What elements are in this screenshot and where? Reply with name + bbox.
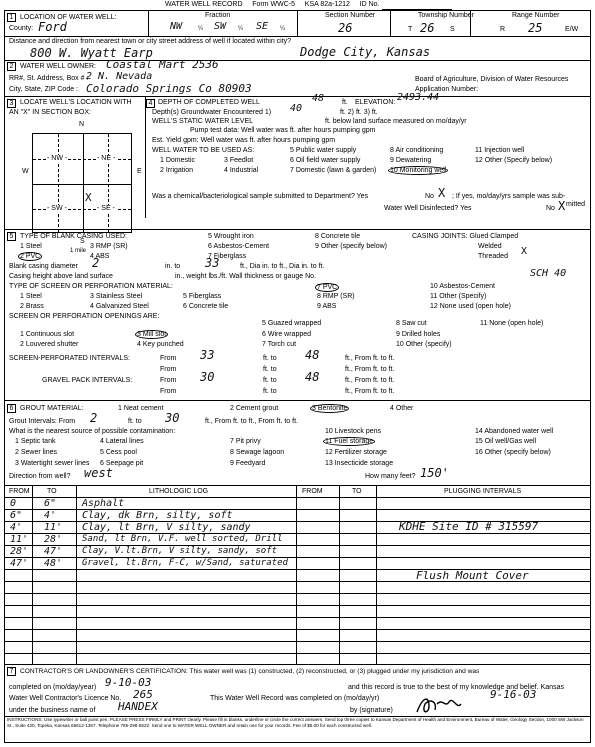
contam-11-selected[interactable]: 11 Fuel storage: [325, 438, 374, 445]
application-label: Application Number:: [415, 86, 479, 93]
rule: [4, 400, 591, 401]
section-1-number: 1: [7, 13, 16, 22]
gravel-ft-to: ft. to: [263, 377, 277, 384]
rule: [4, 36, 591, 37]
grout-4[interactable]: 4 Other: [390, 405, 414, 412]
sw-quadrant-label: - SW -: [47, 205, 67, 212]
chem-no-mark: X: [438, 186, 446, 200]
welded-label[interactable]: Welded: [478, 243, 502, 250]
divider: [148, 10, 149, 36]
ksa-reference: KSA 82a-1212: [304, 1, 350, 8]
log-row-1-desc[interactable]: Asphalt: [82, 498, 125, 509]
signature-label: by (signature): [350, 707, 393, 714]
screen-11[interactable]: 11 Other (Specify): [430, 293, 487, 300]
range-ew: E/W: [565, 26, 579, 33]
quarter-2: ¼: [238, 26, 244, 32]
diameter-value[interactable]: 2: [92, 256, 100, 270]
opening-6[interactable]: 6 Wire wrapped: [262, 331, 312, 338]
street-label: RR#, St. Address, Box # :: [9, 75, 89, 82]
use-2[interactable]: 2 Irrigation: [160, 167, 194, 174]
city-value[interactable]: Dodge City, Kansas: [300, 45, 431, 59]
section-label: Section Number: [325, 12, 376, 19]
range-label: Range Number: [512, 12, 560, 19]
divider: [390, 10, 391, 36]
contractor-signature: [415, 694, 465, 716]
use-1[interactable]: 1 Domestic: [160, 157, 196, 164]
elevation-value[interactable]: 2493.44: [397, 92, 440, 103]
log-row-1-from[interactable]: 0: [10, 498, 17, 509]
log-from-header: FROM: [9, 488, 30, 495]
contam-7[interactable]: 7 Pit privy: [230, 438, 261, 445]
gravel-rest: ft., From ft. to ft.: [345, 377, 395, 384]
se-quadrant-label: - SE -: [97, 205, 115, 212]
locate-label: LOCATE WELL'S LOCATION WITH: [20, 99, 132, 106]
casing-6[interactable]: 6 Asbestos-Cement: [208, 243, 270, 250]
how-many-feet-label: How many feet?: [365, 473, 416, 480]
column-divider: [76, 486, 77, 664]
depth-ft: ft.: [342, 99, 348, 106]
groundwater-rest: ft. 2) ft. 3) ft.: [340, 109, 378, 116]
plug-to-header: TO: [352, 488, 362, 495]
gravel-ft-to-2: ft. to: [263, 388, 277, 395]
fraction-label: Fraction: [205, 12, 231, 19]
casing-label: TYPE OF BLANK CASING USED:: [20, 233, 127, 240]
screen-rest: ft., From ft. to ft.: [345, 355, 395, 362]
screen-5[interactable]: 5 Fiberglass: [183, 293, 222, 300]
column-divider: [32, 486, 33, 664]
log-row-5-desc[interactable]: Clay, V.lt.Brn, V silty, sandy, soft: [82, 546, 278, 556]
grid-line: [83, 134, 84, 232]
threaded-label[interactable]: Threaded: [478, 253, 508, 260]
north-label: N: [79, 121, 85, 128]
contam-12[interactable]: 12 Fertilizer storage: [325, 449, 387, 456]
south-label: S: [80, 238, 85, 245]
groundwater-label: Depth(s) Groundwater Encountered 1): [152, 109, 272, 116]
openings-label: SCREEN OR PERFORATION OPENINGS ARE:: [9, 313, 160, 320]
flush-mount-note[interactable]: Flush Mount Cover: [416, 569, 529, 582]
plugging-intervals-header: PLUGGING INTERVALS: [444, 488, 522, 495]
gravel-from-label: From: [160, 377, 177, 384]
use-4[interactable]: 4 Industrial: [224, 167, 259, 174]
chem-rest: ; If yes, mo/day/yrs sample was sub-: [452, 193, 566, 200]
casing-height-rest: in., weight lbs./ft. Wall thickness or gauge No.: [175, 273, 316, 280]
log-row-2-from[interactable]: 6": [10, 510, 23, 521]
contam-10[interactable]: 10 Livestock pens: [325, 428, 382, 435]
threaded-mark: X: [521, 246, 528, 257]
completed-label: completed on (mo/day/year): [9, 684, 97, 691]
form-number: Form WWC-5: [252, 1, 296, 8]
use-5[interactable]: 5 Public water supply: [290, 147, 357, 154]
yield-label: Est. Yield gpm: Well water was ft. after hours pumping gpm: [152, 137, 336, 144]
log-row-4-from[interactable]: 11': [10, 534, 29, 545]
opening-1[interactable]: 1 Continuous slot: [20, 331, 75, 338]
form-header: [165, 1, 380, 8]
casing-height-label: Casing height above land surface: [9, 273, 113, 280]
row-rule: [4, 617, 591, 618]
diameter-rest: ft., Dia in. to ft., Dia in. to ft.: [240, 263, 325, 270]
divider: [145, 96, 146, 218]
contamination-label: What is the nearest source of possible contamination:: [9, 428, 176, 435]
screen-ft-to: ft. to: [263, 355, 277, 362]
contam-16[interactable]: 16 Other (specify below): [475, 449, 551, 456]
owner-label: WATER WELL OWNER:: [20, 63, 96, 70]
lithologic-log-header: LITHOLOGIC LOG: [149, 488, 209, 495]
screen-intervals-label: SCREEN-PERFORATED INTERVALS:: [9, 355, 130, 362]
rule: [4, 664, 591, 665]
screen-10[interactable]: 10 Asbestos-Cement: [430, 283, 495, 290]
range-value[interactable]: 25: [528, 21, 543, 35]
screen-from-label: From: [160, 355, 177, 362]
screen-3[interactable]: 3 Stainless Steel: [90, 293, 143, 300]
contam-14[interactable]: 14 Abandoned water well: [475, 428, 554, 435]
disinfected-no[interactable]: No: [546, 205, 555, 212]
grid-line: [33, 184, 131, 185]
board-label: Board of Agriculture, Division of Water Resources: [415, 76, 569, 83]
location-label: LOCATION OF WATER WELL:: [20, 14, 117, 21]
chem-label: Was a chemical/bacteriological sample submitted to Department? Yes: [152, 193, 369, 200]
city-state-value[interactable]: Colorado Springs Co 80903: [86, 82, 252, 95]
casing-8[interactable]: 8 Concrete tile: [315, 233, 361, 240]
row-rule: [4, 605, 591, 606]
distance-label: Distance and direction from nearest town or city street address of well if located within city?: [9, 38, 292, 45]
rule: [4, 96, 591, 97]
log-row-2-desc[interactable]: Clay, dk Brn, silty, soft: [82, 510, 233, 521]
use-9[interactable]: 9 Dewatering: [390, 157, 432, 164]
direction-label: Direction from well?: [9, 473, 71, 480]
opening-4[interactable]: 4 Key punched: [137, 341, 184, 348]
section-location-grid[interactable]: [32, 133, 132, 233]
nw-quadrant-label: - NW -: [47, 155, 68, 162]
static-rest: ft. below land surface measured on mo/day/yr: [325, 118, 467, 125]
screen-7-selected[interactable]: 7 PVC: [317, 284, 338, 291]
casing-2-selected[interactable]: 2 PVC: [20, 253, 41, 260]
gravel-rest-2: ft., From ft. to ft.: [345, 388, 395, 395]
casing-7[interactable]: 7 Fiberglass: [208, 253, 247, 260]
casing-5[interactable]: 5 Wrought iron: [208, 233, 254, 240]
city-state-label: City, State, ZIP Code :: [9, 86, 78, 93]
opening-3-selected[interactable]: 3 Mill slot: [137, 331, 167, 338]
grout-3-selected[interactable]: 3 Bentonite: [312, 405, 348, 412]
county-value[interactable]: Ford: [38, 20, 67, 34]
static-label: WELL'S STATIC WATER LEVEL: [152, 118, 254, 125]
section-5-number: 5: [7, 232, 16, 241]
completed-date[interactable]: 9-10-03: [105, 676, 152, 689]
locate-label-2: AN "X" IN SECTION BOX:: [9, 109, 91, 116]
column-divider: [296, 486, 297, 664]
section-value[interactable]: 26: [338, 21, 353, 35]
id-label: ID No.: [359, 1, 380, 8]
screen-8[interactable]: 8 RMP (SR): [317, 293, 355, 300]
how-many-feet-value[interactable]: 150': [420, 466, 449, 480]
east-label: E: [137, 168, 142, 175]
divider: [297, 10, 298, 36]
kdhe-site-id[interactable]: KDHE Site ID # 315597: [399, 520, 539, 533]
contam-8[interactable]: 8 Sewage lagoon: [230, 449, 285, 456]
row-rule: [4, 641, 591, 642]
groundwater-value[interactable]: 40: [290, 103, 303, 114]
screen-6[interactable]: 6 Concrete tile: [183, 303, 229, 310]
use-3[interactable]: 3 Feedlot: [224, 157, 254, 164]
lithologic-log-table: [4, 486, 591, 664]
log-row-5-to[interactable]: 47': [44, 546, 63, 557]
screen-9[interactable]: 9 ABS: [317, 303, 337, 310]
instructions-text: INSTRUCTIONS: Use typewriter or ball point pen. PLEASE PRESS FIRMLY and PRINT clearly. Please fill in blanks, underline or circle the correct answers. Send top three copies to Kansas Department of Health and Environment, Bureau of Water, Geology Section, 1000 SW Jackson St., Suite 420, Topeka, Kansas 66612-1367. Telephone 785-296-5522. Send one to WATER WELL OWNER and retain one for your records. Fee of $5.00 for each constructed well.: [7, 717, 584, 728]
township-s: S: [450, 26, 455, 33]
use-12[interactable]: 12 Other (Specify below): [475, 157, 553, 164]
mile-label: 1 mile: [70, 248, 87, 254]
log-row-5-from[interactable]: 28': [10, 546, 29, 557]
use-10-selected[interactable]: 10 Monitoring well: [390, 167, 447, 174]
depth-label: DEPTH OF COMPLETED WELL: [158, 99, 260, 106]
casing-1[interactable]: 1 Steel: [20, 243, 42, 250]
log-row-2-to[interactable]: 4': [44, 510, 57, 521]
grout-from-value[interactable]: 2: [90, 411, 98, 425]
row-rule: [4, 653, 591, 654]
form-title: WATER WELL RECORD: [165, 1, 243, 8]
opening-9[interactable]: 9 Drilled holes: [396, 331, 441, 338]
disinfected-label: Water Well Disinfected? Yes: [384, 205, 472, 212]
opening-7[interactable]: 7 Torch cut: [262, 341, 297, 348]
screen-type-label: TYPE OF SCREEN OR PERFORATION MATERIAL:: [9, 283, 173, 290]
log-row-3-to[interactable]: 11': [44, 522, 63, 533]
section-4-number: 4: [146, 99, 155, 108]
license-number[interactable]: 265: [133, 688, 153, 701]
screen-2[interactable]: 2 Brass: [20, 303, 44, 310]
row-rule: [4, 629, 591, 630]
log-row-1-to[interactable]: 6": [44, 498, 57, 509]
opening-11[interactable]: 11 None (open hole): [480, 320, 544, 327]
use-8[interactable]: 8 Air conditioning: [390, 147, 444, 154]
opening-8[interactable]: 8 Saw cut: [396, 320, 427, 327]
grout-1[interactable]: 1 Neat cement: [118, 405, 164, 412]
grout-intervals-label: Grout Intervals: From: [9, 418, 76, 425]
quarter-3: ¼: [280, 26, 286, 32]
township-value[interactable]: 26: [420, 21, 435, 35]
grid-line: [108, 134, 109, 232]
west-label: W: [22, 168, 29, 175]
range-r: R: [500, 26, 506, 33]
rule: [4, 60, 591, 61]
contam-13[interactable]: 13 Insecticide storage: [325, 460, 394, 467]
use-11[interactable]: 11 Injection well: [475, 147, 525, 154]
grid-line: [58, 134, 59, 232]
section-2-number: 2: [7, 62, 16, 71]
row-rule: [4, 593, 591, 594]
township-t: T: [408, 26, 413, 33]
log-row-3-desc[interactable]: Clay, lt Brn, V silty, sandy: [82, 522, 251, 533]
elevation-label: ELEVATION:: [355, 99, 396, 106]
casing-4[interactable]: 4 ABS: [90, 253, 110, 260]
grout-2[interactable]: 2 Cement grout: [230, 405, 279, 412]
county-label: County:: [9, 25, 34, 32]
contam-5[interactable]: 5 Cess pool: [100, 449, 137, 456]
grout-ft-to: ft. to: [128, 418, 142, 425]
address-value[interactable]: 800 W. Wyatt Earp: [30, 46, 153, 60]
section-7-number: 7: [7, 667, 16, 676]
fraction-1[interactable]: NW: [170, 21, 183, 32]
screen-4[interactable]: 4 Galvanized Steel: [90, 303, 149, 310]
log-row-4-desc[interactable]: Sand, lt Brn, V.F. well sorted, Drill: [82, 534, 283, 544]
screen-to-value[interactable]: 48: [305, 348, 320, 362]
screen-1[interactable]: 1 Steel: [20, 293, 42, 300]
chem-mitted: mitted: [566, 201, 586, 208]
business-name[interactable]: HANDEX: [118, 700, 158, 713]
license-label: Water Well Contractor's Licence No.: [9, 695, 122, 702]
screen-ft-to-2: ft. to: [263, 366, 277, 373]
use-label: WELL WATER TO BE USED AS:: [152, 147, 255, 154]
contam-1[interactable]: 1 Septic tank: [15, 438, 56, 445]
chem-no[interactable]: No: [425, 193, 434, 200]
column-divider: [339, 486, 340, 664]
grout-to-value[interactable]: 30: [165, 411, 180, 425]
log-row-3-from[interactable]: 4': [10, 522, 23, 533]
log-row-6-desc[interactable]: Gravel, lt.Brn, F-C, w/Sand, saturated: [82, 558, 288, 568]
section-3-number: 3: [7, 99, 16, 108]
fraction-2[interactable]: SW: [214, 21, 227, 32]
business-name-label: under the business name of: [9, 707, 96, 714]
contam-15[interactable]: 15 Oil well/Gas well: [475, 438, 537, 445]
contam-9[interactable]: 9 Feedyard: [230, 460, 266, 467]
casing-3[interactable]: 3 RMP (SR): [90, 243, 128, 250]
grout-label: GROUT MATERIAL:: [20, 405, 84, 412]
column-divider: [376, 486, 377, 664]
section-6-number: 6: [7, 404, 16, 413]
rule: [4, 229, 591, 230]
screen-from-value[interactable]: 33: [200, 348, 215, 362]
gravel-intervals-label: GRAVEL PACK INTERVALS:: [42, 377, 133, 384]
casing-9[interactable]: 9 Other (specify below): [315, 243, 387, 250]
direction-value[interactable]: west: [84, 466, 113, 480]
owner-value[interactable]: Coastal Mart 2536: [106, 58, 219, 71]
certification-text-2: and this record is true to the best of my knowledge and belief. Kansas: [348, 684, 564, 691]
disinfected-no-mark: X: [558, 199, 566, 213]
grout-rest: ft., From ft. to ft., From ft. to ft.: [205, 418, 298, 425]
contam-2[interactable]: 2 Sewer lines: [15, 449, 58, 456]
contam-4[interactable]: 4 Lateral lines: [100, 438, 144, 445]
certification-text: CONTRACTOR'S OR LANDOWNER'S CERTIFICATION: This water well was (1) constructed, (2) reconstructed, or (3) plugged under my jurisdiction and was: [20, 668, 480, 675]
screen-12[interactable]: 12 None used (open hole): [430, 303, 511, 310]
depth-value[interactable]: 48: [312, 93, 325, 104]
plug-from-header: FROM: [302, 488, 323, 495]
opening-2[interactable]: 2 Louvered shutter: [20, 341, 79, 348]
street-value[interactable]: 2 N. Nevada: [86, 71, 153, 82]
opening-5[interactable]: 5 Guazed wrapped: [262, 320, 322, 327]
log-row-4-to[interactable]: 28': [44, 534, 63, 545]
contam-3[interactable]: 3 Watertight sewer lines: [15, 460, 90, 467]
ne-quadrant-label: - NE -: [97, 155, 116, 162]
township-label: Township Number: [418, 12, 475, 19]
diameter-in-to: in. to: [165, 263, 181, 270]
record-completed-date[interactable]: 9-16-03: [490, 688, 537, 701]
quarter-1: ¼: [198, 26, 204, 32]
gravel-from-label-2: From: [160, 388, 177, 395]
record-completed-label: This Water Well Record was completed on (mo/day/yr): [210, 695, 380, 702]
opening-10[interactable]: 10 Other (specify): [396, 341, 452, 348]
gravel-from-value[interactable]: 30: [200, 370, 215, 384]
log-row-6-from[interactable]: 47': [10, 558, 29, 569]
log-to-header: TO: [47, 488, 57, 495]
screen-rest-2: ft., From ft. to ft.: [345, 366, 395, 373]
pump-test-label: Pump test data: Well water was ft. after hours pumping gpm: [190, 127, 376, 134]
contam-6[interactable]: 6 Seepage pit: [100, 460, 144, 467]
diameter-to-value[interactable]: 33: [205, 256, 220, 270]
use-7[interactable]: 7 Domestic (lawn & garden): [290, 167, 377, 174]
fraction-3[interactable]: SE: [256, 21, 269, 32]
use-6[interactable]: 6 Oil field water supply: [290, 157, 361, 164]
log-row-6-to[interactable]: 48': [44, 558, 63, 569]
well-x-mark: X: [85, 191, 92, 204]
diameter-label: Blank casing diameter: [9, 263, 78, 270]
casing-joints-label: CASING JOINTS: Glued Clamped: [412, 233, 519, 240]
gravel-to-value[interactable]: 48: [305, 370, 320, 384]
gauge-value[interactable]: SCH 40: [530, 268, 567, 279]
divider: [470, 10, 471, 36]
screen-from-label-2: From: [160, 366, 177, 373]
